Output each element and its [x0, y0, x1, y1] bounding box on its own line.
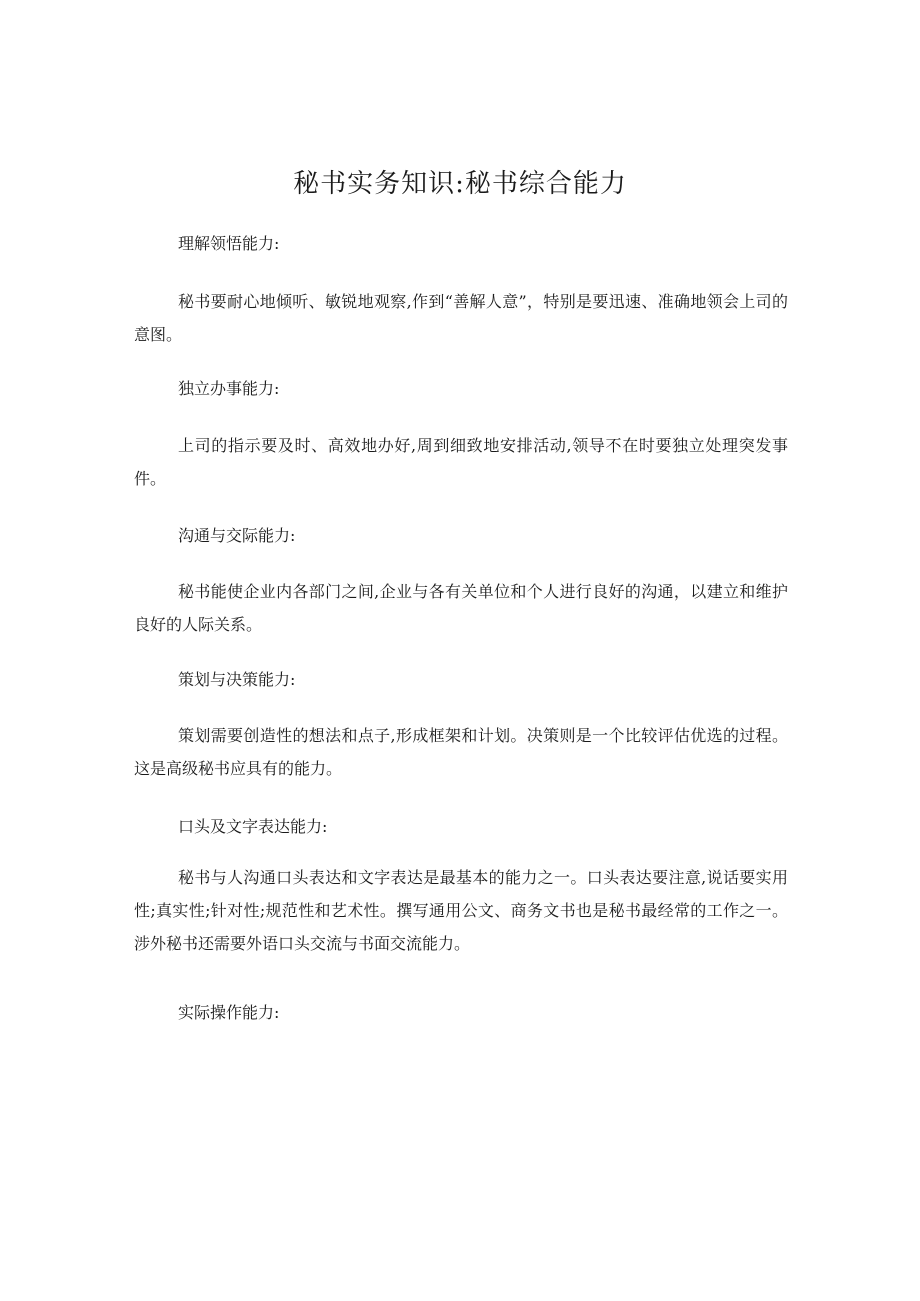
section-body-communication: 秘书能使企业内各部门之间,企业与各有关单位和个人进行良好的沟通，以建立和维护良好的人际关系。: [134, 582, 788, 634]
section-body-expression: 秘书与人沟通口头表达和文字表达是最基本的能力之一。口头表达要注意,说话要实用性;真实性;针对性;规范性和艺术性。撰写通用公文、商务文书也是秘书最经常的工作之一。涉外秘书还需要外语口头交流与书面交流能力。: [134, 868, 788, 953]
section-body-independence: 上司的指示要及时、高效地办好,周到细致地安排活动,领导不在时要独立处理突发事件。: [134, 436, 788, 488]
section-heading-planning: 策划与决策能力:: [178, 670, 296, 689]
section-heading-independence: 独立办事能力:: [178, 379, 280, 398]
page-title: 秘书实务知识:秘书综合能力: [293, 169, 627, 199]
section-body-planning: 策划需要创造性的想法和点子,形成框架和计划。决策则是一个比较评估优选的过程。这是高级秘书应具有的能力。: [134, 726, 788, 778]
section-heading-comprehension: 理解领悟能力:: [178, 234, 280, 253]
section-heading-expression: 口头及文字表达能力:: [178, 817, 328, 836]
section-heading-communication: 沟通与交际能力:: [178, 526, 296, 545]
section-heading-operation: 实际操作能力:: [178, 1003, 280, 1022]
section-body-comprehension: 秘书要耐心地倾听、敏锐地观察,作到“善解人意”，特别是要迅速、准确地领会上司的意图。: [134, 292, 788, 344]
